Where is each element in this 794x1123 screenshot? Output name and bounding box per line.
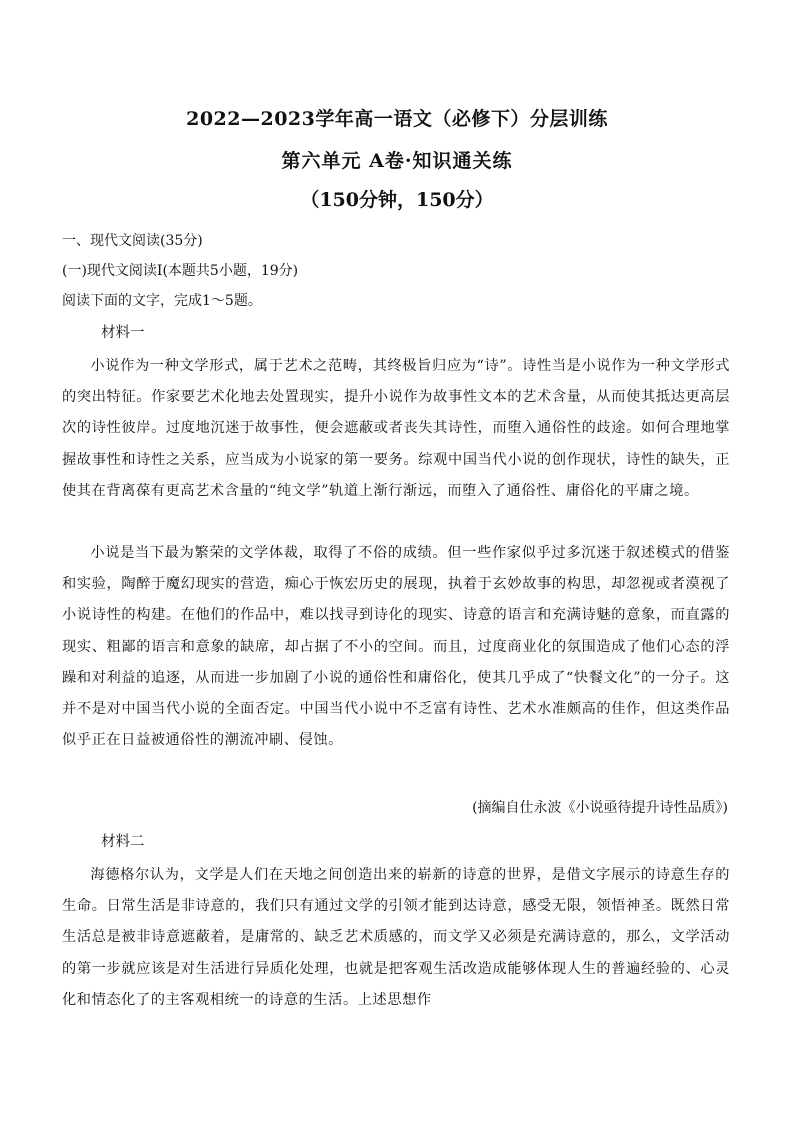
material1-paragraph-2: 小说是当下最为繁荣的文学体裁，取得了不俗的成绩。但一些作家似乎过多沉迷于叙述模式的借鉴和实验，陶醉于魔幻现实的营造，痴心于恢宏历史的展现，执着于玄妙故事的构思，却忽视或者漠视了小说诗性的构建。在他们的作品中，难以找寻到诗化的现实、诗意的语言和充满诗魅的意象，而直露的现实、粗鄙的语言和意象的缺席，却占据了不小的空间。而且，过度商业化的氛围造成了他们心态的浮躁和对利益的追逐，从而进一步加剧了小说的通俗性和庸俗化，使其几乎成了“快餐文化”的一分子。这并不是对中国当代小说的全面否定。中国当代小说中不乏富有诗性、艺术水准颇高的佳作，但这类作品似乎正在日益被通俗性的潮流冲刷、侵蚀。 (62, 545, 730, 749)
document-title: 2022—2023学年高一语文（必修下）分层训练 (186, 108, 608, 130)
material2-label: 材料二 (101, 834, 145, 850)
time-score-note: （150分钟，150分） (300, 189, 494, 211)
material2-paragraph-1: 海德格尔认为，文学是人们在天地之间创造出来的崭新的诗意的世界，是借文字展示的诗意生存的生命。日常生活是非诗意的，我们只有通过文学的引领才能到达诗意，感受无限，领悟神圣。既然日常生活总是被非诗意遮蔽着，是庸常的、缺乏艺术质感的，而文学又必须是充满诗意的，那么，文学活动的第一步就应该是对生活进行异质化处理，也就是把客观生活改造成能够体现人生的普遍经验的、心灵化和情态化了的主客观相统一的诗意的生活。上述思想作 (62, 867, 730, 1008)
unit-title: 第六单元 A卷·知识通关练 (281, 150, 513, 172)
section-heading: 一、现代文阅读(35分) (62, 233, 203, 249)
subsection-heading: (一)现代文阅读Ⅰ(本题共5小题，19分) (62, 263, 299, 279)
material1-paragraph-1: 小说作为一种文学形式，属于艺术之范畴，其终极旨归应为“诗”。诗性当是小说作为一种文学形式的突出特征。作家要艺术化地去处置现实，提升小说作为故事性文本的艺术含量，从而使其抵达更高层次的诗性彼岸。过度地沉迷于故事性，便会遮蔽或者丧失其诗性，而堕入通俗性的歧途。如何合理地掌握故事性和诗性之关系，应当成为小说家的第一要务。综观中国当代小说的创作现状，诗性的缺失，正使其在背离葆有更高艺术含量的“纯文学”轨道上渐行渐远，而堕入了通俗性、庸俗化的平庸之境。 (62, 358, 730, 499)
material1-source: (摘编自仕永波《小说亟待提升诗性品质》) (472, 800, 728, 816)
material1-label: 材料一 (101, 325, 145, 341)
reading-instruction: 阅读下面的文字，完成1～5题。 (62, 293, 262, 309)
